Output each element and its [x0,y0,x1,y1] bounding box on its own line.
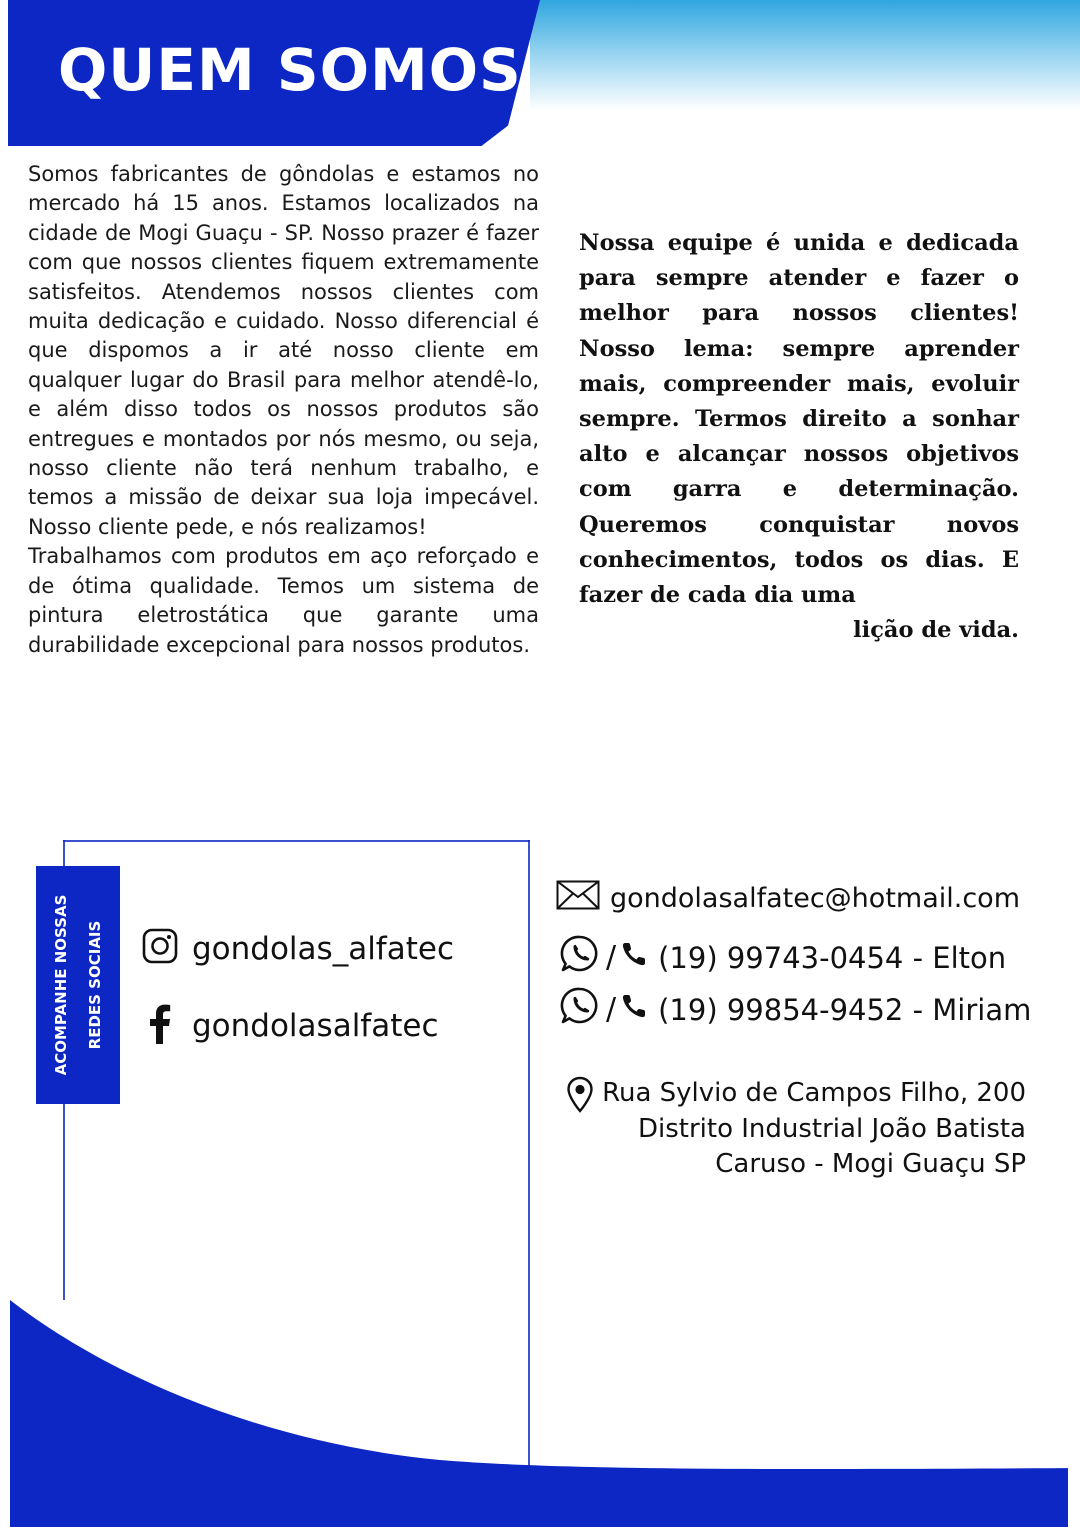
instagram-icon [142,928,178,969]
about-paragraph-2: Trabalhamos com produtos em aço reforçado e de ótima qualidade. Temos um sistema de pintura eletrostática que garante uma durabilidade excepcional para nossos produtos. [28,544,539,657]
whatsapp-icon [560,934,600,981]
page-title: QUEM SOMOS [58,36,522,104]
instagram-row[interactable] [142,928,454,969]
phone-number[interactable]: (19) 99854-9452 - Miriam [658,992,1032,1027]
phone-row[interactable] [560,934,1006,981]
email-row[interactable] [556,880,1020,917]
about-paragraph-1: Somos fabricantes de gôndolas e estamos no mercado há 15 anos. Estamos localizados na cidade de Mogi Guaçu - SP. Nosso prazer é fazer com que nossos clientes fiquem extremamente satisfeitos. Atendemos nossos clientes com muita dedicação e cuidado. Nosso diferencial é que dispomos a ir até nosso cliente em qualquer lugar do Brasil para melhor atendê-lo, e além disso todos os nossos produtos são entregues e montados por nós mesmo, ou seja, nosso cliente não terá nenhum trabalho, e temos a missão de deixar sua loja impecável. Nosso cliente pede, e nós realizamos! [28,162,539,539]
social-badge-line-1: ACOMPANHE NOSSAS [52,894,70,1076]
address-line-2: Distrito Industrial João Batista [637,1113,1026,1144]
separator-slash: / [606,940,617,975]
phone-icon [620,992,658,1027]
social-badge [36,866,120,1104]
team-paragraph: Nossa equipe é unida e dedicada para sempre atender e fazer o melhor para nossos clientes! Nosso lema: sempre aprender mais, compreender mais, evoluir sempre. Termos direito a sonhar alto e alcançar nossos objetivos com garra e determinação. Queremos conquistar novos conhecimentos, todos os dias. E fazer de cada dia uma [579,230,1019,609]
about-section [28,160,539,660]
location-pin-icon [566,1076,594,1119]
team-section [579,226,1019,648]
address-line-3: Caruso - Mogi Guaçu SP [715,1149,1026,1179]
facebook-row[interactable] [142,1002,439,1049]
facebook-handle[interactable]: gondolasalfatec [192,1007,439,1044]
team-paragraph-end: lição de vida. [853,617,1019,644]
facebook-icon [142,1002,178,1049]
instagram-handle[interactable]: gondolas_alfatec [192,930,454,967]
email-address[interactable]: gondolasalfatec@hotmail.com [610,883,1020,914]
envelope-icon [556,880,610,917]
phone-number[interactable]: (19) 99743-0454 - Elton [658,940,1007,975]
frame-line-top [63,840,530,842]
whatsapp-icon [560,986,600,1033]
phone-row[interactable] [560,986,1031,1033]
bottom-wave [0,1290,1080,1527]
separator-slash: / [606,992,617,1027]
address-line-1: Rua Sylvio de Campos Filho, 200 [602,1078,1026,1108]
social-badge-line-2: REDES SOCIAIS [86,920,104,1050]
phone-icon [620,940,658,975]
header-gradient [530,0,1080,110]
